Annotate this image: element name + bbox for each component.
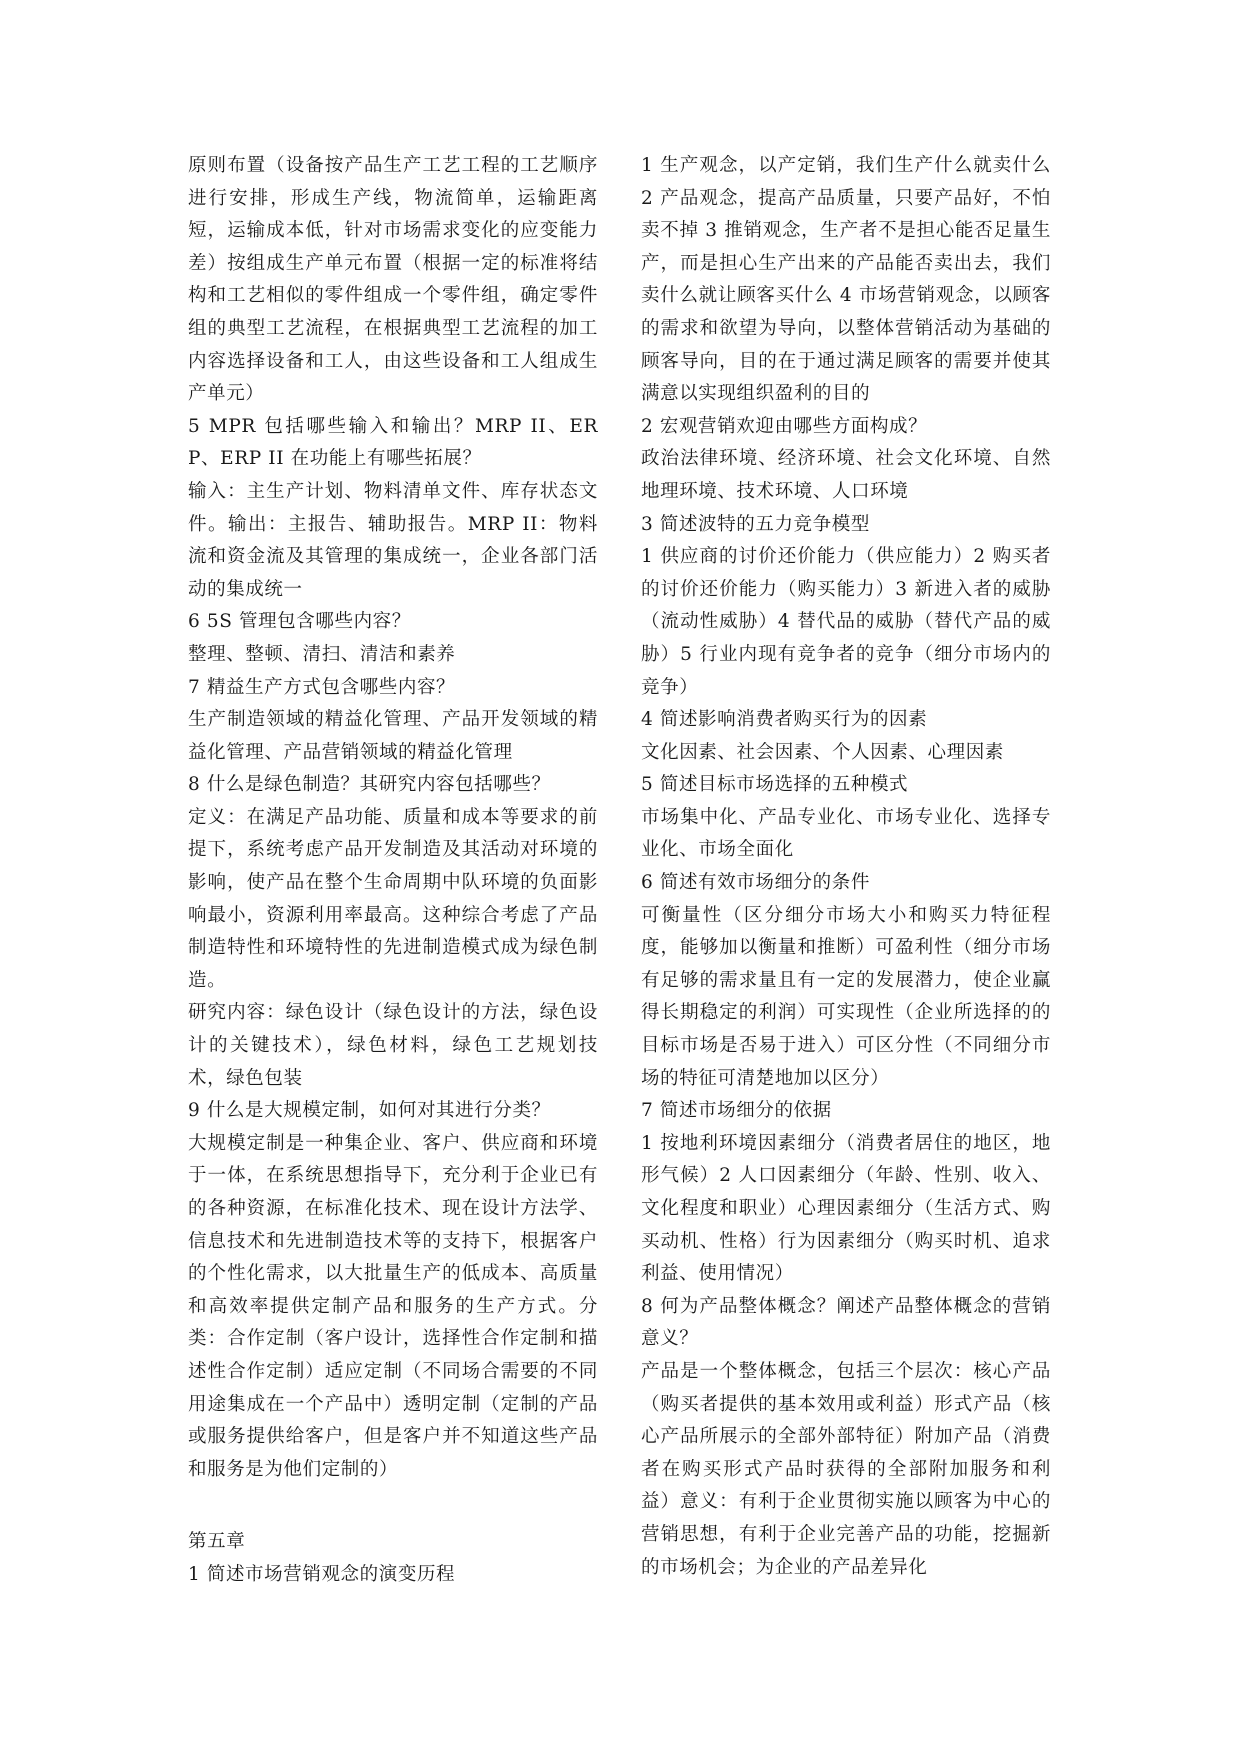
answer-marketing-concepts: 1 生产观念，以产定销，我们生产什么就卖什么 2 产品观念，提高产品质量，只要产品好，不怕卖不掉 3 推销观念，生产者不是担心能否足量生产，而是担心生产出来的产品能否卖出去，我们卖什么就让顾客买什么 4 市场营销观念，以顾客的需求和欲望为导向，以整体营销活动为基础的顾客导向，目的在于通过满足顾客的需要并使其满意以实现组织盈利的目的 xyxy=(641,155,1051,405)
answer-green-research: 研究内容：绿色设计（绿色设计的方法，绿色设计的关键技术），绿色材料，绿色工艺规划技术，绿色包装 xyxy=(188,1002,598,1089)
paragraph-layout-principles: 原则布置（设备按产品生产工艺工程的工艺顺序进行安排，形成生产线，物流简单，运输距离短，运输成本低，针对市场需求变化的应变能力差）按组成生产单元布置（根据一定的标准将结构和工艺相似的零件组成一个零件组，确定零件组的典型工艺流程，在根据典型工艺流程的加工内容选择设备和工人，由这些设备和工人组成生产单元） xyxy=(188,155,598,405)
question-mass-customization: 9 什么是大规模定制，如何对其进行分类？ xyxy=(188,1100,551,1122)
answer-lean: 生产制造领域的精益化管理、产品开发领域的精益化管理、产品营销领域的精益化管理 xyxy=(188,709,598,763)
answer-target-market: 市场集中化、产品专业化、市场专业化、选择专业化、市场全面化 xyxy=(641,806,1051,861)
question-marketing-concepts: 1 简述市场营销观念的演变历程 xyxy=(188,1563,456,1585)
question-segmentation-conditions: 6 简述有效市场细分的条件 xyxy=(641,872,870,894)
section-gap xyxy=(188,1486,598,1526)
question-green-manufacturing: 8 什么是绿色制造？其研究内容包括哪些？ xyxy=(188,774,551,796)
answer-consumer-behavior: 文化因素、社会因素、个人因素、心理因素 xyxy=(641,741,1004,763)
chapter-heading: 第五章 xyxy=(188,1531,246,1553)
question-consumer-behavior: 4 简述影响消费者购买行为的因素 xyxy=(641,709,928,731)
answer-five-forces: 1 供应商的讨价还价能力（供应能力）2 购买者的讨价还价能力（购买能力）3 新进入者的威胁（流动性威胁）4 替代品的威胁（替代产品的威胁）5 行业内现有竞争者的竞争（细分市场内的竞争） xyxy=(641,546,1051,698)
answer-segmentation-basis: 1 按地利环境因素细分（消费者居住的地区，地形气候）2 人口因素细分（年龄、性别、收入、文化程度和职业）心理因素细分（生活方式、购买动机、性格）行为因素细分（购买时机、追求利益、使用情况） xyxy=(641,1132,1051,1285)
question-macro-environment: 2 宏观营销欢迎由哪些方面构成？ xyxy=(641,415,928,437)
question-product-concept: 8 何为产品整体概念？阐述产品整体概念的营销意义？ xyxy=(641,1295,1051,1350)
question-mrp: 5 MPR 包括哪些输入和输出？MRP II、ERP、ERP II 在功能上有哪些拓展？ xyxy=(188,415,598,470)
answer-mass-customization: 大规模定制是一种集企业、客户、供应商和环境于一体，在系统思想指导下，充分利于企业已有的各种资源，在标准化技术、现在设计方法学、信息技术和先进制造技术等的支持下，根据客户的个性化需求，以大批量生产的低成本、高质量和高效率提供定制产品和服务的生产方式。分类：合作定制（客户设计，选择性合作定制和描述性合作定制）适应定制（不同场合需要的不同用途集成在一个产品中）透明定制（定制的产品或服务提供给客户，但是客户并不知道这些产品和服务是为他们定制的） xyxy=(188,1132,598,1480)
answer-segmentation-conditions: 可衡量性（区分细分市场大小和购买力特征程度，能够加以衡量和推断）可盈利性（细分市场有足够的需求量且有一定的发展潜力，使企业赢得长期稳定的利润）可实现性（企业所选择的的目标市场是否易于进入）可区分性（不同细分市场的特征可清楚地加以区分） xyxy=(641,904,1051,1089)
question-target-market: 5 简述目标市场选择的五种模式 xyxy=(641,774,909,796)
left-column xyxy=(188,150,598,1592)
answer-mrp: 输入：主生产计划、物料清单文件、库存状态文件。输出：主报告、辅助报告。MRP II：物料流和资金流及其管理的集成统一，企业各部门活动的集成统一 xyxy=(188,480,598,600)
question-segmentation-basis: 7 简述市场细分的依据 xyxy=(641,1100,832,1122)
question-5s: 6 5S 管理包含哪些内容？ xyxy=(188,611,411,633)
answer-green-definition: 定义：在满足产品功能、质量和成本等要求的前提下，系统考虑产品开发制造及其活动对环境的影响，使产品在整个生命周期中队环境的负面影响最小，资源利用率最高。这种综合考虑了产品制造特性和环境特性的先进制造模式成为绿色制造。 xyxy=(188,806,598,991)
answer-macro-environment: 政治法律环境、经济环境、社会文化环境、自然地理环境、技术环境、人口环境 xyxy=(641,448,1051,502)
answer-product-concept: 产品是一个整体概念，包括三个层次：核心产品（购买者提供的基本效用或利益）形式产品（核心产品所展示的全部外部特征）附加产品（消费者在购买形式产品时获得的全部附加服务和利益）意义：有利于企业贯彻实施以顾客为中心的营销思想，有利于企业完善产品的功能，挖掘新的市场机会；为企业的产品差异化 xyxy=(641,1360,1051,1578)
answer-5s: 整理、整顿、清扫、清洁和素养 xyxy=(188,643,456,665)
right-column xyxy=(641,150,1051,1584)
question-lean: 7 精益生产方式包含哪些内容？ xyxy=(188,676,456,698)
question-five-forces: 3 简述波特的五力竞争模型 xyxy=(641,513,870,535)
